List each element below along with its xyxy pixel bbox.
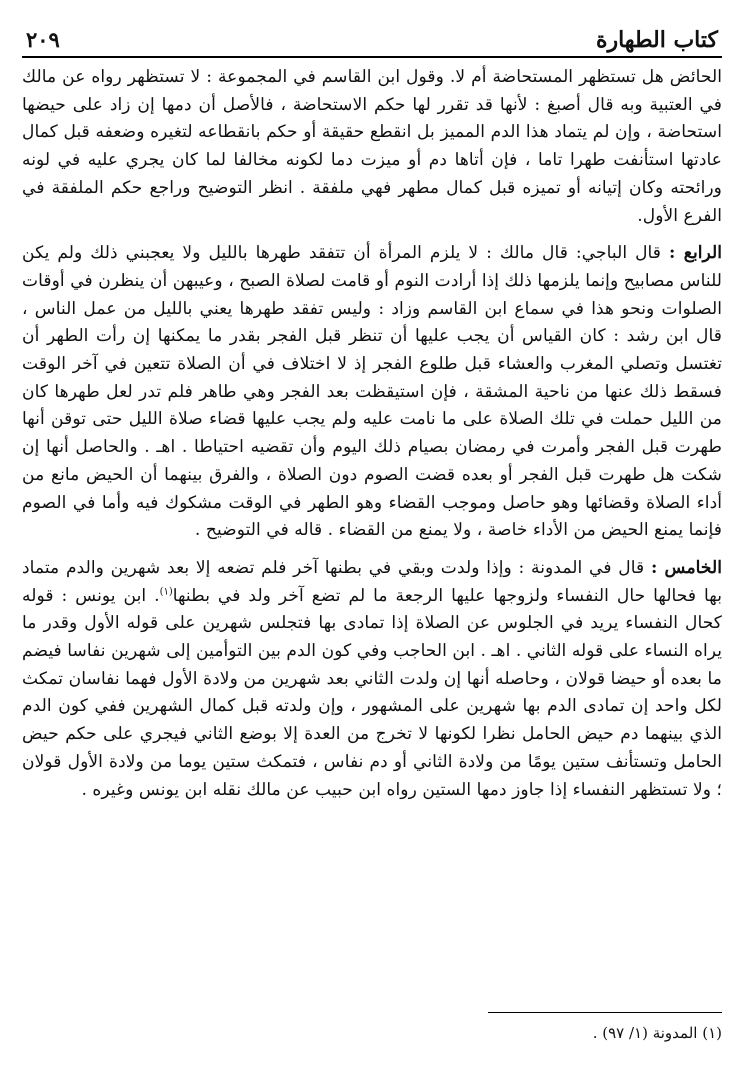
page <box>22 18 722 1058</box>
paragraph-fourth <box>22 240 722 545</box>
footnote-divider <box>488 1012 722 1013</box>
paragraph-fifth <box>22 555 722 804</box>
paragraph-intro <box>22 64 722 230</box>
footnote-reference[interactable]: (١) <box>159 585 173 597</box>
page-header <box>22 18 722 58</box>
paragraph-text: قال الباجي: قال مالك : لا يلزم المرأة أن تتفقد طهرها بالليل ولا يعجبني ذلك ولم يكن للناس مصابيح وإنما يلزمها ذلك إذا أرادت النوم أو قامت لصلاة الصبح ، وعيبهن أن ينظرن في أوقات الصلوات ونحو هذا في سماع ابن القاسم وزاد : وليس تفقد طهرها يعني بالليل من عمل الناس ، قال ابن رشد : كان القياس أن يجب عليها أن تنظر قبل الفجر بقدر ما يمكنها إن رأت الطهر أن تغتسل وتصلي المغرب والعشاء قبل طلوع الفجر إذ لا اختلاف في أن الصلاة تتعين في آخر الوقت فسقط ذلك عنها من ناحية المشقة ، فإن استيقظت بعد الفجر وهي طاهر فلم تدر لعل طهرها كان من الليل حملت في تلك الصلاة على ما نامت عليه ولم يجب عليها قضاء صلاة الليل حتى توقن أنها طهرت قبل الفجر وأمرت في رمضان بصيام ذلك اليوم وأن تقضيه احتياطا . اهـ . والحاصل أنها إن شكت هل طهرت قبل الفجر أو بعده قضت الصوم دون الصلاة ، والفرق بينهما أن الحيض مانع من أداء الصلاة وقضائها وهو حاصل وموجب القضاء وهو الطهر في الوقت مشكوك فيه وأما في الصوم فإنما يمنع الحيض من الأداء خاصة ، ولا يمنع من القضاء . قاله في التوضيح . <box>22 243 722 541</box>
page-number: ٢٠٩ <box>26 27 60 52</box>
paragraph-text-continued: . ابن يونس : قوله كحال النفساء يريد في الجلوس عن الصلاة إذا تمادى بها فتجلس شهرين على قوله الأول وقدر ما يراه النساء على قوله الثاني . اهـ . ابن الحاجب وفي كون الدم بين التوأمين إلى شهرين نفاسا فيضم ما بعده أو حيضا قولان ، وحاصله أنها إن ولدت الثاني بعد شهرين من ولادة الأول فهما نفاسان تمكث لكل واحد إن تمادى الدم بها شهرين على المشهور ، وإن ولدته قبل كمال الشهرين ففي كون الدم الذي بينهما دم حيض الحامل نظرا لكونها لا تخرج من العدة إلا بوضع الثاني فيجري على حكم حيض الحامل وتستأنف ستين يومًا من ولادة الثاني أو دم نفاس ، فتمكث ستين يوما من ولادة الأول قولان ؛ ولا تستظهر النفساء إذا جاوز دمها الستين رواه ابن حبيب عن مالك نقله ابن يونس وغيره . <box>22 585 722 800</box>
section-heading: الخامس : <box>650 557 722 578</box>
paragraph-text: قال في المدونة : وإذا ولدت وبقي في بطنها آخر فلم تضعه إلا بعد شهرين والدم متماد بها فحالها حال النفساء ولزوجها عليها الرجعة ما لم تضع آخر ولد في بطنها <box>22 557 722 606</box>
chapter-title: كتاب الطهارة <box>595 27 718 53</box>
main-text <box>22 64 722 804</box>
section-heading: الرابع : <box>668 243 723 264</box>
footnote: (١) المدونة (١/ ٩٧) . <box>592 1024 722 1042</box>
paragraph-text: الحائض هل تستظهر المستحاضة أم لا. وقول ابن القاسم في المجموعة : لا تستظهر رواه عن مالك في العتبية وبه قال أصبغ : لأنها قد تقرر لها حكم الاستحاضة ، فالأصل أن دمها إن زاد على حيضها استحاضة ، وإن لم يتماد هذا الدم المميز بل انقطع حقيقة أو حكم بانقطاعه لتغيره وضعفه قبل كمال عادتها استأنفت طهرا تاما ، فإن أتاها دم أو ميزت دما لكونه مخالفا لما كان يجري عليه في لونه ورائحته وكان إتيانه أو تميزه قبل كمال مطهر فهي ملفقة . انظر التوضيح وراجع حكم الملفقة في الفرع الأول. <box>22 67 722 226</box>
